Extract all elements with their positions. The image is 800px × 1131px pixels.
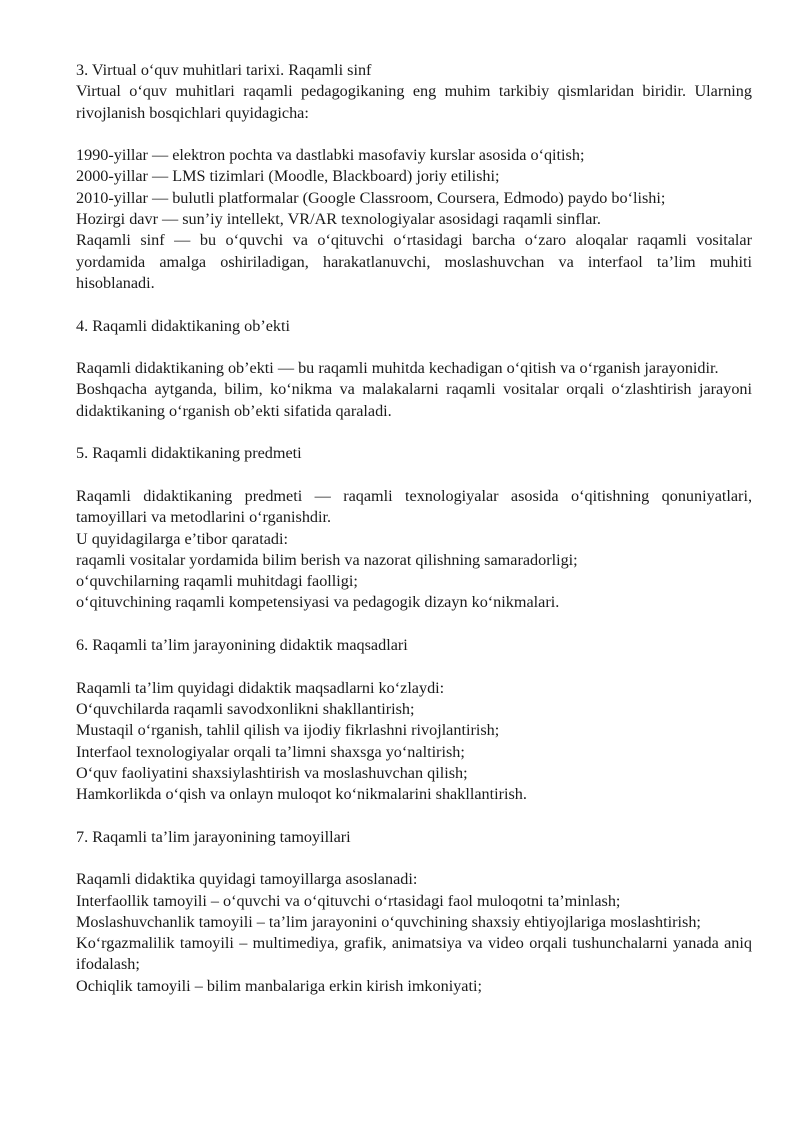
- list-item: o‘quvchilarning raqamli muhitdagi faolligi;: [76, 572, 358, 591]
- section-heading: 4. Raqamli didaktikaning ob’ekti: [76, 316, 290, 335]
- section-5: [76, 443, 757, 613]
- list-item: Interfaol texnologiyalar orqali ta’limni shaxsga yo‘naltirish;: [76, 742, 465, 761]
- section-7: [76, 827, 757, 997]
- section-heading: 7. Raqamli ta’lim jarayonining tamoyillari: [76, 827, 351, 846]
- list-item: 2010-yillar — bulutli platformalar (Google Classroom, Coursera, Edmodo) paydo bo‘lishi;: [76, 188, 666, 207]
- section-heading: 6. Raqamli ta’lim jarayonining didaktik maqsadlari: [76, 636, 408, 655]
- paragraph: Raqamli sinf — bu o‘quvchi va o‘qituvchi o‘rtasidagi barcha o‘zaro aloqalar raqamli vositalar yordamida amalga oshiriladigan, harakatlanuvchi, moslashuvchan va interfaol ta’lim muhiti hisoblanadi.: [76, 231, 757, 292]
- section-3: [76, 60, 757, 294]
- section-4: [76, 316, 757, 422]
- list-item: Ochiqlik tamoyili – bilim manbalariga erkin kirish imkoniyati;: [76, 976, 482, 995]
- list-item: Moslashuvchanlik tamoyili – ta’lim jarayonini o‘quvchining shaxsiy ehtiyojlariga moslashtirish;: [76, 912, 701, 931]
- list-item: Hamkorlikda o‘qish va onlayn muloqot ko‘nikmalarini shakllantirish.: [76, 785, 527, 804]
- section-heading: 5. Raqamli didaktikaning predmeti: [76, 444, 302, 463]
- paragraph: Virtual o‘quv muhitlari raqamli pedagogikaning eng muhim tarkibiy qismlaridan biridir. Ularning rivojlanish bosqichlari quyidagicha:: [76, 82, 757, 122]
- list-item: Ko‘rgazmalilik tamoyili – multimediya, grafik, animatsiya va video orqali tushunchalarni yanada aniq ifodalash;: [76, 934, 757, 974]
- list-item: O‘quvchilarda raqamli savodxonlikni shakllantirish;: [76, 699, 415, 718]
- list-item: O‘quv faoliyatini shaxsiylashtirish va moslashuvchan qilish;: [76, 763, 468, 782]
- section-6: [76, 635, 752, 805]
- list-item: Hozirgi davr — sun’iy intellekt, VR/AR texnologiyalar asosidagi raqamli sinflar.: [76, 210, 601, 229]
- paragraph: Raqamli didaktika quyidagi tamoyillarga asoslanadi:: [76, 870, 418, 889]
- list-item: Mustaqil o‘rganish, tahlil qilish va ijodiy fikrlashni rivojlantirish;: [76, 721, 500, 740]
- paragraph: U quyidagilarga e’tibor qaratadi:: [76, 529, 289, 548]
- list-item: 2000-yillar — LMS tizimlari (Moodle, Blackboard) joriy etilishi;: [76, 167, 500, 186]
- list-item: Interfaollik tamoyili – o‘quvchi va o‘qituvchi o‘rtasidagi faol muloqotni ta’minlash;: [76, 891, 621, 910]
- paragraph: Boshqacha aytganda, bilim, ko‘nikma va malakalarni raqamli vositalar orqali o‘zlashtirish jarayoni didaktikaning o‘rganish ob’ekti sifatida qaraladi.: [76, 380, 757, 420]
- paragraph: Raqamli didaktikaning predmeti — raqamli texnologiyalar asosida o‘qitishning qonuniyatlari, tamoyillari va metodlarini o‘rganishdir.: [76, 486, 757, 527]
- paragraph: Raqamli didaktikaning ob’ekti — bu raqamli muhitda kechadigan o‘qitish va o‘rganish jarayonidir.: [76, 359, 719, 378]
- paragraph: Raqamli ta’lim quyidagi didaktik maqsadlarni ko‘zlaydi:: [76, 678, 445, 697]
- list-item: raqamli vositalar yordamida bilim berish va nazorat qilishning samaradorligi;: [76, 550, 578, 569]
- section-heading: 3. Virtual o‘quv muhitlari tarixi. Raqamli sinf: [76, 61, 372, 79]
- list-item: o‘qituvchining raqamli kompetensiyasi va pedagogik dizayn ko‘nikmalari.: [76, 593, 560, 612]
- list-item: 1990-yillar — elektron pochta va dastlabki masofaviy kurslar asosida o‘qitish;: [76, 146, 585, 165]
